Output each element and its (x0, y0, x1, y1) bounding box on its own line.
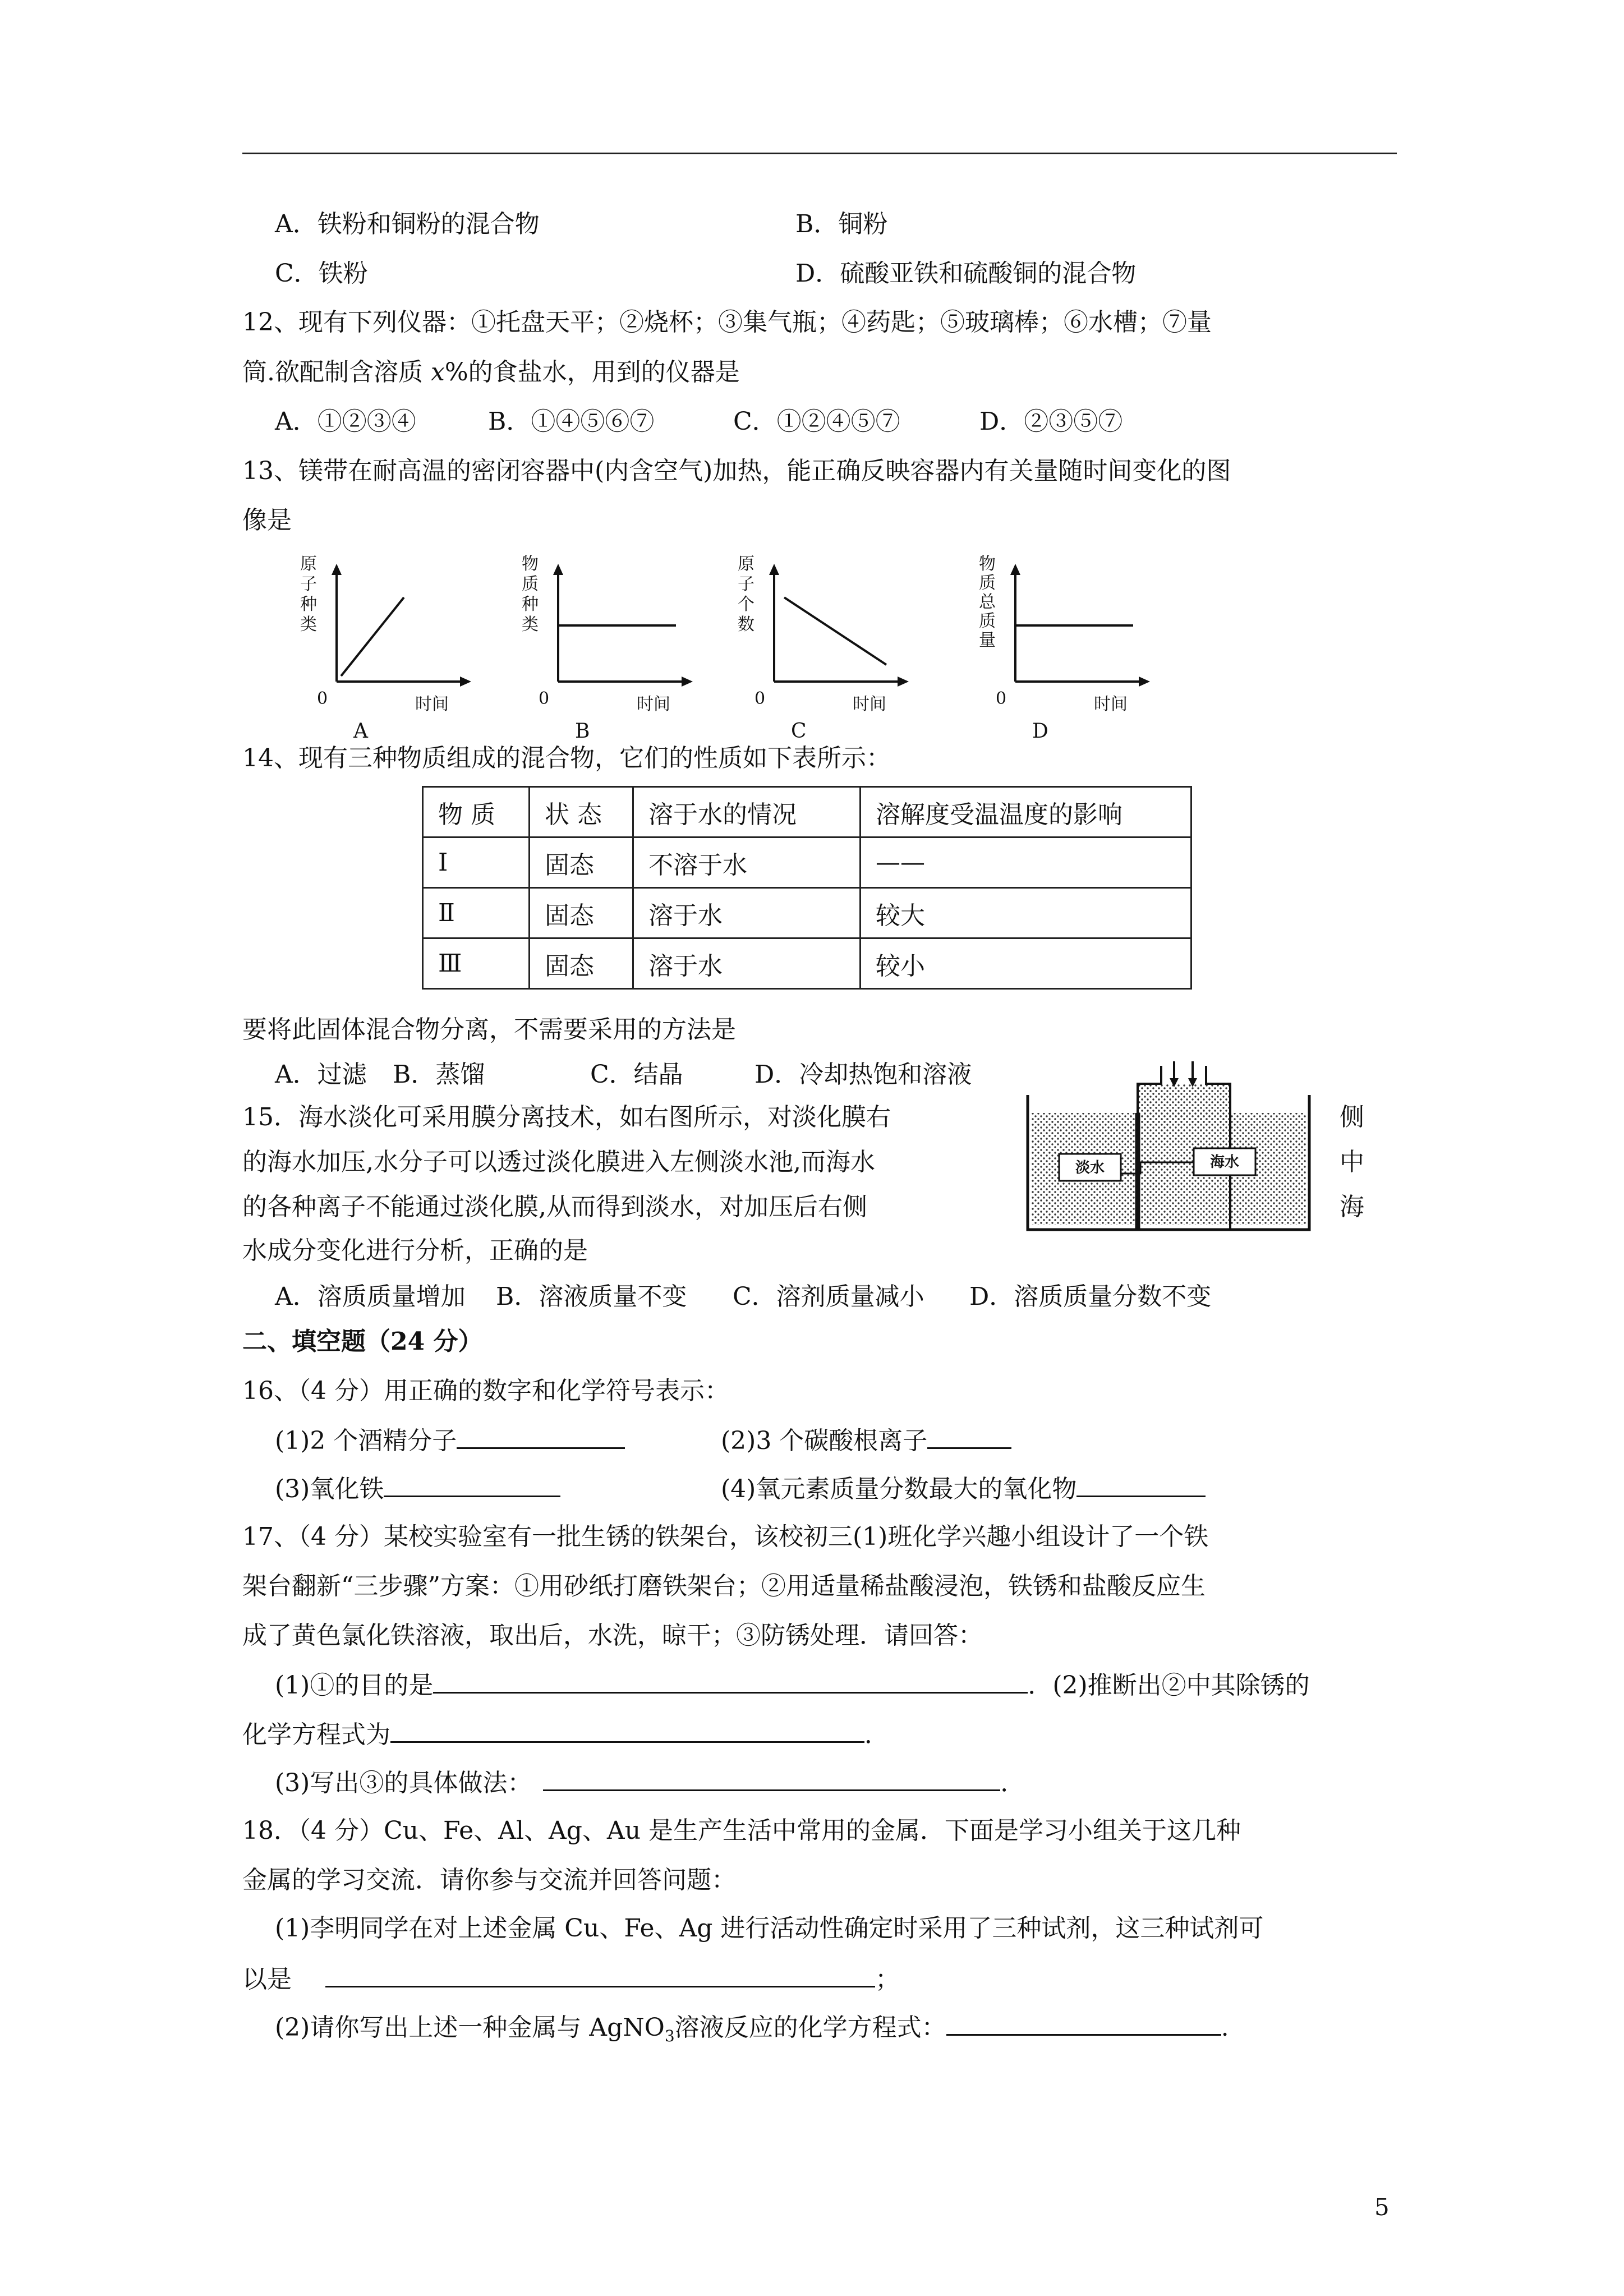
x-axis-label: 时间 (1094, 694, 1128, 714)
q16-item-2-label: (2)3 个碳酸根离子 (721, 1427, 928, 1455)
q14-option-a: A．过滤 (275, 1060, 367, 1089)
y-axis-label-char: 量 (979, 631, 996, 650)
q17-sub3-period: ． (1000, 1769, 1025, 1797)
q12-stem-part-b: %的食盐水，用到的仪器是 (444, 358, 740, 386)
answer-blank[interactable] (384, 1471, 560, 1497)
graph-d (965, 553, 1156, 746)
q12-stem-part-a: 筒.欲配制含溶质 (242, 358, 431, 386)
answer-blank[interactable] (543, 1765, 1000, 1791)
graph-c (724, 553, 914, 746)
q14-stem: 14、现有三种物质组成的混合物，它们的性质如下表所示： (242, 744, 891, 772)
q13-stem-line2: 像是 (242, 506, 292, 535)
q16-item-4-label: (4)氧元素质量分数最大的氧化物 (721, 1475, 1077, 1503)
table-cell: 溶于水 (633, 938, 861, 989)
y-axis-label-char: 总 (979, 592, 996, 612)
q17-sub2-period: ． (864, 1720, 889, 1749)
y-axis-label-char: 数 (738, 615, 755, 634)
graph-svg (508, 553, 698, 746)
q11-option-b: B．铜粉 (795, 210, 888, 238)
q11-option-a: A．铁粉和铜粉的混合物 (275, 210, 540, 238)
q15-option-d: D．溶质质量分数不变 (969, 1282, 1212, 1311)
q12-stem-line2 (242, 356, 740, 389)
q14-question: 要将此固体混合物分离，不需要采用的方法是 (242, 1015, 736, 1044)
answer-blank[interactable] (433, 1667, 1028, 1694)
y-axis-label-char: 种 (300, 595, 317, 614)
x-axis-label: 时间 (637, 694, 670, 714)
graph-letter: A (353, 720, 368, 743)
q16-item-3-label: (3)氧化铁 (275, 1475, 384, 1503)
origin-label: 0 (996, 689, 1007, 708)
y-axis-label-char: 子 (738, 574, 755, 594)
q12-option-d: D．②③⑤⑦ (979, 407, 1123, 436)
q15-line4: 水成分变化进行分析，正确的是 (242, 1236, 588, 1265)
graph-letter: B (575, 720, 590, 743)
q11-option-d: D．硫酸亚铁和硫酸铜的混合物 (795, 259, 1137, 288)
graph-svg (286, 553, 477, 746)
q18-sub2-label: (2)请你写出上述一种金属与 AgNO (275, 2013, 665, 2042)
answer-blank[interactable] (457, 1423, 625, 1449)
table-cell: Ⅲ (423, 938, 530, 989)
q16-stem: 16、（4 分）用正确的数字和化学符号表示： (242, 1377, 729, 1405)
membrane-diagram-svg (1025, 1061, 1312, 1241)
q14-properties-table (422, 786, 1192, 990)
q11-option-c: C．铁粉 (275, 259, 368, 288)
q15-right-char: 海 (1340, 1193, 1364, 1221)
table-cell: 固态 (530, 938, 633, 989)
graph-letter: C (791, 720, 807, 743)
y-axis-label-char: 质 (979, 611, 996, 631)
q16-item-1 (275, 1423, 625, 1458)
y-arrow-icon (332, 564, 342, 575)
x-axis-label: 时间 (853, 694, 886, 714)
y-arrow-icon (1010, 564, 1020, 575)
table-header-cell: 溶解度受温温度的影响 (861, 787, 1191, 838)
q18-sub2 (275, 2009, 1229, 2053)
q18-sub1-semicolon: ； (875, 1965, 900, 1994)
x-arrow-icon (898, 677, 909, 687)
membrane-diagram (1025, 1061, 1312, 1243)
q15-option-c: C．溶剂质量减小 (733, 1282, 924, 1311)
y-arrow-icon (553, 564, 563, 575)
answer-blank[interactable] (390, 1717, 864, 1743)
y-axis-label-char: 类 (522, 615, 539, 634)
page-number: 5 (1374, 2193, 1390, 2221)
q17-sub3 (275, 1765, 1025, 1800)
graph-b (508, 553, 698, 746)
origin-label: 0 (317, 689, 328, 708)
q16-item-4 (721, 1471, 1206, 1506)
header-rule (242, 153, 1397, 154)
table-row (423, 838, 1191, 888)
y-axis-label-char: 质 (979, 573, 996, 593)
q17-line3: 成了黄色氯化铁溶液，取出后，水洗，晾干；③防锈处理．请回答： (242, 1621, 983, 1650)
table-cell: 不溶于水 (633, 838, 861, 888)
graph-svg (965, 553, 1156, 746)
table-row (423, 888, 1191, 938)
answer-blank[interactable] (325, 1961, 875, 1987)
q15-line2: 的海水加压,水分子可以透过淡化膜进入左侧淡水池,而海水 (242, 1148, 875, 1176)
q12-option-b: B．①④⑤⑥⑦ (488, 407, 655, 436)
x-arrow-icon (1139, 677, 1150, 687)
q12-option-a: A．①②③④ (275, 407, 416, 436)
fresh-water-label: 淡水 (1075, 1159, 1105, 1176)
q17-sub2-label: 化学方程式为 (242, 1720, 390, 1749)
origin-label: 0 (755, 689, 766, 708)
answer-blank[interactable] (1076, 1471, 1206, 1497)
q16-item-1-label: (1)2 个酒精分子 (275, 1427, 457, 1455)
x-arrow-icon (682, 677, 693, 687)
q18-subscript: 3 (664, 2026, 675, 2045)
y-axis-label-char: 种 (522, 595, 539, 614)
q18-sub1: (1)李明同学在对上述金属 Cu、Fe、Ag 进行活动性确定时采用了三种试剂，这三种试剂可 (275, 1914, 1264, 1943)
y-axis-label-char: 个 (738, 595, 755, 614)
graph-a (286, 553, 477, 746)
table-cell: 较小 (861, 938, 1191, 989)
q15-right-char: 侧 (1340, 1103, 1364, 1131)
trend-line (784, 597, 886, 665)
q16-item-2 (721, 1423, 1011, 1458)
answer-blank[interactable] (946, 2009, 1221, 2036)
q15-line1: 15．海水淡化可采用膜分离技术，如右图所示，对淡化膜右 (242, 1103, 891, 1131)
table-cell: 较大 (861, 888, 1191, 938)
q13-stem-line1: 13、镁带在耐高温的密闭容器中(内含空气)加热，能正确反映容器内有关量随时间变化的图 (242, 457, 1231, 485)
q14-option-c: C．结晶 (590, 1060, 683, 1089)
q14-option-b: B．蒸馏 (393, 1060, 485, 1089)
y-arrow-icon (769, 564, 779, 575)
y-axis-label-char: 类 (300, 615, 317, 634)
q17-line1: 17、（4 分）某校实验室有一批生锈的铁架台，该校初三(1)班化学兴趣小组设计了一个铁 (242, 1522, 1209, 1551)
q14-option-d: D．冷却热饱和溶液 (755, 1060, 972, 1089)
table-header-row (423, 787, 1191, 838)
q18-sub2-label-b: 溶液反应的化学方程式： (674, 2013, 946, 2042)
y-axis-label-char: 子 (300, 574, 317, 594)
table-header-cell: 物 质 (423, 787, 530, 838)
q17-sub1-label: (1)①的目的是 (275, 1671, 434, 1700)
table-cell: Ⅱ (423, 888, 530, 938)
q18-line1: 18．（4 分）Cu、Fe、Al、Ag、Au 是生产生活中常用的金属．下面是学习小组关于这几种 (242, 1816, 1241, 1845)
table-row (423, 938, 1191, 989)
answer-blank[interactable] (927, 1423, 1011, 1449)
y-axis-label-char: 原 (738, 554, 755, 574)
q17-sub3-label: (3)写出③的具体做法： (275, 1769, 532, 1797)
table-header-cell: 溶于水的情况 (633, 787, 861, 838)
x-arrow-icon (460, 677, 471, 687)
graph-svg (724, 553, 914, 746)
table-header-cell: 状 态 (530, 787, 633, 838)
q17-sub1-continuation: ．(2)推断出②中其除锈的 (1028, 1671, 1310, 1700)
q15-option-b: B．溶液质量不变 (496, 1282, 687, 1311)
q18-sub1-continued (242, 1961, 900, 1996)
q17-line2: 架台翻新“三步骤”方案：①用砂纸打磨铁架台；②用适量稀盐酸浸泡，铁锈和盐酸反应生 (242, 1572, 1206, 1600)
table-cell: 固态 (530, 888, 633, 938)
q17-sub1 (275, 1667, 1310, 1703)
y-axis-label-char: 原 (300, 554, 317, 574)
table-cell: Ⅰ (423, 838, 530, 888)
q12-option-c: C．①②④⑤⑦ (733, 407, 900, 436)
sea-water-label: 海水 (1209, 1154, 1240, 1171)
y-axis-label-char: 物 (979, 554, 996, 574)
y-axis-label-char: 质 (522, 574, 539, 594)
graph-letter: D (1032, 720, 1048, 743)
trend-line (341, 597, 404, 676)
table-cell: —— (861, 838, 1191, 888)
q12-variable: x (430, 358, 445, 386)
q12-stem-line1: 12、现有下列仪器：①托盘天平；②烧杯；③集气瓶；④药匙；⑤玻璃棒；⑥水槽；⑦量 (242, 308, 1212, 337)
q18-sub2-period: . (1221, 2013, 1229, 2042)
x-axis-label: 时间 (415, 694, 449, 714)
q18-line2: 金属的学习交流．请你参与交流并回答问题： (242, 1866, 736, 1894)
pressure-chamber (1138, 1084, 1230, 1123)
section-title: 二、填空题（24 分） (242, 1327, 483, 1356)
table-cell: 溶于水 (633, 888, 861, 938)
table-cell: 固态 (530, 838, 633, 888)
q15-option-a: A．溶质质量增加 (275, 1282, 466, 1311)
y-axis-label-char: 物 (522, 554, 539, 574)
q18-sub1-label: 以是 (242, 1965, 292, 1994)
q15-line3: 的各种离子不能通过淡化膜,从而得到淡水，对加压后右侧 (242, 1193, 867, 1221)
q15-right-char: 中 (1340, 1148, 1364, 1176)
origin-label: 0 (539, 689, 550, 708)
q16-item-3 (275, 1471, 560, 1506)
q17-sub2 (242, 1717, 889, 1752)
